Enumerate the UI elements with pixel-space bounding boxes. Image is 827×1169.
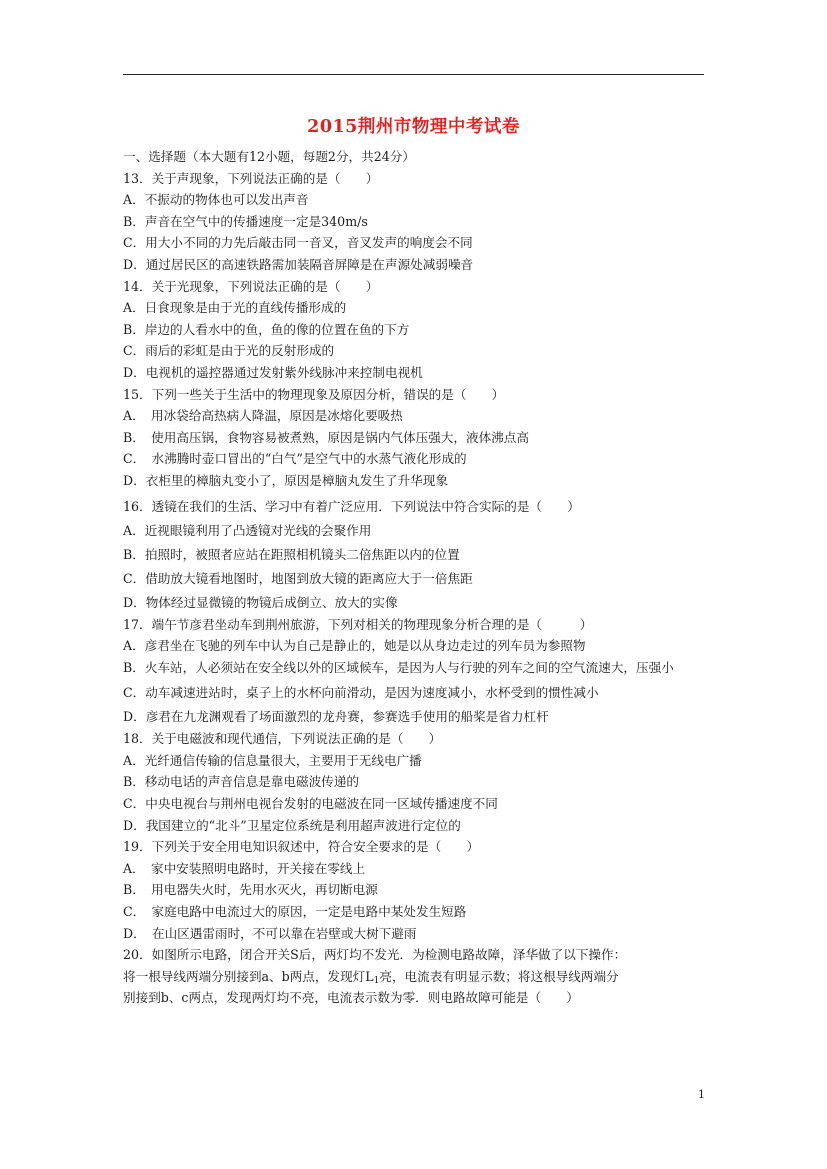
- option-17-a: A．彦君坐在飞驰的列车中认为自己是静止的，她是以从身边走过的列车员为参照物: [123, 638, 586, 654]
- option-16-c: C．借助放大镜看地图时，地图到放大镜的距离应大于一倍焦距: [123, 570, 473, 586]
- option-15-a: A． 用冰袋给高热病人降温，原因是冰熔化要吸热: [123, 408, 403, 424]
- option-13-d: D．通过居民区的高速铁路需加装隔音屏障是在声源处减弱噪音: [123, 256, 474, 272]
- option-19-c: C． 家庭电路中电流过大的原因，一定是电路中某处发生短路: [123, 904, 467, 920]
- question-list: [123, 146, 705, 1009]
- question-20-line-3: 别接到b、c两点，发现两灯均不亮，电流表示数为零．则电路故障可能是（ ）: [123, 990, 579, 1006]
- option-14-a: A．日食现象是由于光的直线传播形成的: [123, 300, 347, 316]
- option-15-c: C． 水沸腾时壶口冒出的“白气”是空气中的水蒸气液化形成的: [123, 451, 467, 467]
- option-13-b: B．声音在空气中的传播速度一定是340m/s: [123, 213, 368, 229]
- option-17-d: D．彦君在九龙渊观看了场面激烈的龙舟赛，参赛选手使用的船桨是省力杠杆: [123, 709, 549, 725]
- header-rule: [123, 74, 704, 75]
- question-stem-20: 20．如图所示电路，闭合开关S后，两灯均不发光．为检测电路故障，泽华做了以下操作：: [123, 947, 627, 963]
- option-15-d: D．衣柜里的樟脑丸变小了，原因是樟脑丸发生了升华现象: [123, 472, 448, 488]
- option-19-d: D． 在山区遇雷雨时，不可以靠在岩壁或大树下避雨: [123, 925, 417, 941]
- question-stem-15: 15．下列一些关于生活中的物理现象及原因分析，错误的是（ ）: [123, 386, 505, 402]
- question-stem-13: 13．关于声现象，下列说法正确的是（ ）: [123, 170, 379, 186]
- option-14-c: C．雨后的彩虹是由于光的反射形成的: [123, 343, 335, 359]
- option-16-b: B．拍照时，被照者应站在距照相机镜头二倍焦距以内的位置: [123, 546, 460, 562]
- option-18-a: A．光纤通信传输的信息量很大，主要用于无线电广播: [123, 752, 422, 768]
- question-20-line-2: [123, 966, 705, 988]
- option-18-c: C．中央电视台与荆州电视台发射的电磁波在同一区域传播速度不同: [123, 796, 498, 812]
- option-18-d: D．我国建立的“北斗”卫星定位系统是利用超声波进行定位的: [123, 817, 461, 833]
- option-16-a: A．近视眼镜利用了凸透镜对光线的会聚作用: [123, 522, 372, 538]
- option-19-b: B． 用电器失火时，先用水灭火，再切断电源: [123, 882, 378, 898]
- q20-line2-part-b: 亮，电流表有明显示数；将这根导线两端分: [379, 968, 619, 984]
- q20-line2-part-a: 将一根导线两端分别接到a、b两点，发现灯L: [123, 968, 374, 984]
- option-13-c: C．用大小不同的力先后敲击同一音叉，音叉发声的响度会不同: [123, 235, 473, 251]
- option-13-a: A．不振动的物体也可以发出声音: [123, 192, 309, 208]
- question-stem-16: 16．透镜在我们的生活、学习中有着广泛应用．下列说法中符合实际的是（ ）: [123, 498, 580, 514]
- question-stem-19: 19．下列关于安全用电知识叙述中，符合安全要求的是（ ）: [123, 839, 480, 855]
- question-stem-14: 14．关于光现象，下列说法正确的是（ ）: [123, 278, 379, 294]
- section-heading: 一、选择题（本大题有12小题，每题2分，共24分）: [123, 149, 415, 164]
- lamp-subscript: 1: [373, 975, 380, 986]
- option-17-b: B．火车站，人必须站在安全线以外的区域候车，是因为人与行驶的列车之间的空气流速大，压强小: [123, 659, 674, 675]
- document-title: 2015荆州市物理中考试卷: [307, 117, 520, 137]
- option-17-c: C．动车减速进站时，桌子上的水杯向前滑动，是因为速度减小，水杯受到的惯性减小: [123, 685, 599, 701]
- option-19-a: A． 家中安装照明电路时，开关接在零线上: [123, 860, 366, 876]
- question-stem-17: 17．端午节彦君坐动车到荆州旅游，下列对相关的物理现象分析合理的是（ ）: [123, 616, 593, 632]
- option-16-d: D．物体经过显微镜的物镜后成倒立、放大的实像: [123, 594, 398, 610]
- option-18-b: B．移动电话的声音信息是靠电磁波传递的: [123, 774, 359, 790]
- option-15-b: B． 使用高压锅，食物容易被煮熟，原因是锅内气体压强大，液体沸点高: [123, 429, 529, 445]
- option-14-b: B．岸边的人看水中的鱼，鱼的像的位置在鱼的下方: [123, 321, 410, 337]
- page-number: 1: [698, 1088, 705, 1101]
- option-14-d: D．电视机的遥控器通过发射紫外线脉冲来控制电视机: [123, 364, 423, 380]
- question-stem-18: 18．关于电磁波和现代通信，下列说法正确的是（ ）: [123, 731, 442, 747]
